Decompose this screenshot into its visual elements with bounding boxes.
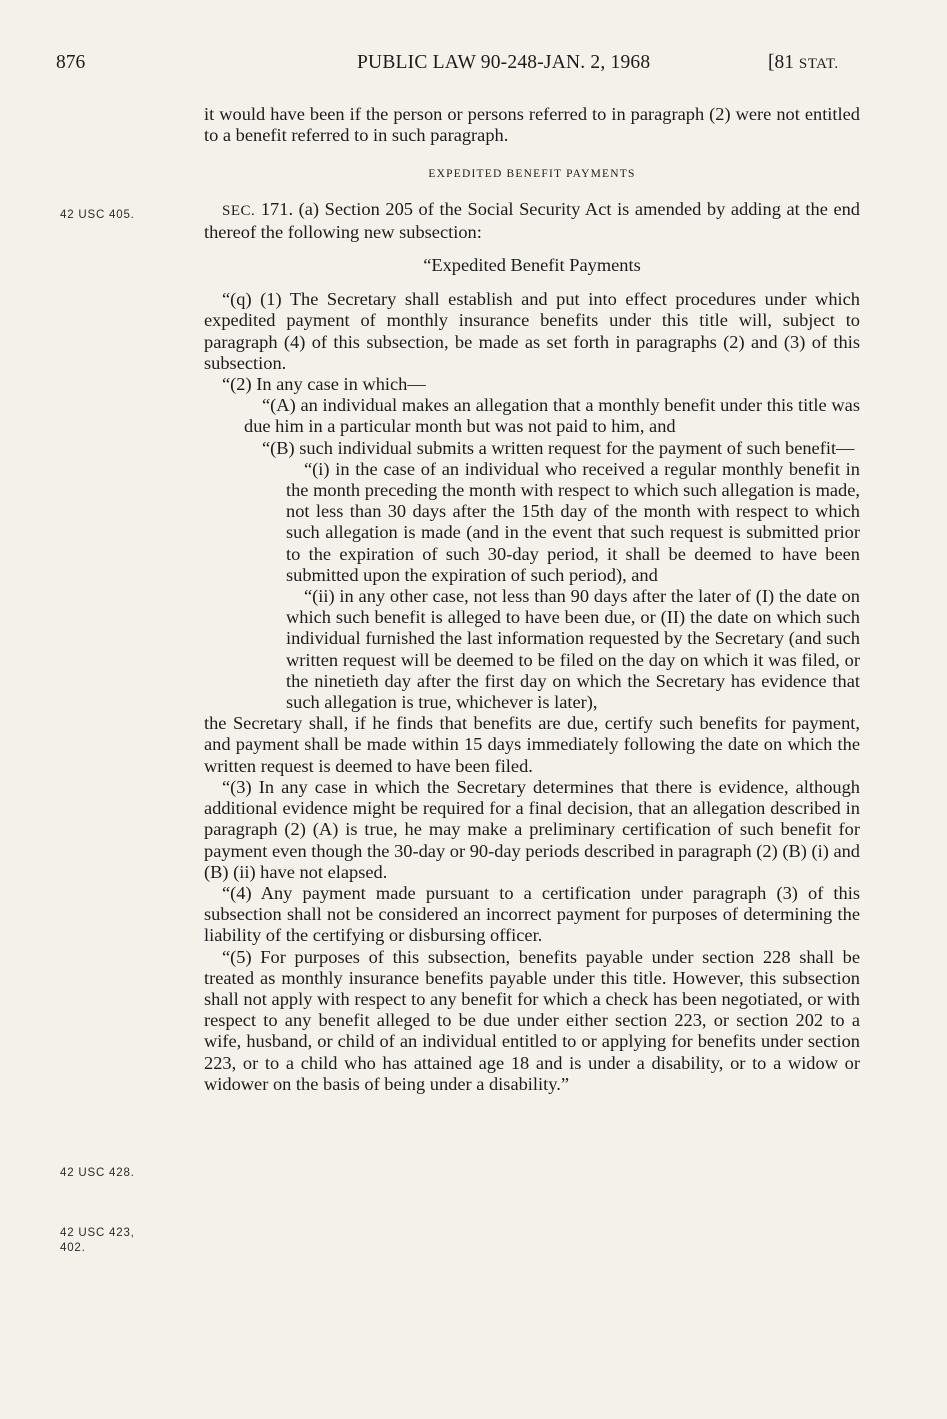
paragraph-q2-b-ii: “(ii) in any other case, not less than 90 days after the later of (I) the date on which such benefit is alleged to have been due, or (II) the date on which such individual furnished the last information requested by the Secretary (and such written request will be deemed to be filed on the day on which it was filed, or the ninetieth day after the first day on which the Secretary has evidence that such allegation is true, whichever is later), — [286, 586, 860, 713]
section-171-paragraph — [204, 199, 860, 243]
margin-note-42-usc-428: 42 USC 428. — [60, 1167, 135, 1179]
paragraph-q2-conclusion: the Secretary shall, if he finds that benefits are due, certify such benefits for payment, and payment shall be made within 15 days immediately following the date on which the written request is deemed to have been filed. — [204, 713, 860, 776]
statute-citation-label: STAT. — [798, 56, 839, 72]
paragraph-q5: “(5) For purposes of this subsection, benefits payable under section 228 shall be treated as monthly insurance benefits payable under this title. However, this subsection shall not apply with respect to any benefit for which a check has been negotiated, or with respect to any benefit alleged to be due under either section 223, or section 202 to a wife, husband, or child of an individual entitled to or applying for benefits under section 223, or to a child who has attained age 18 and is under a disability, or to a widow or widower on the basis of being under a disability.” — [204, 946, 860, 1094]
paragraph-q2: “(2) In any case in which— — [222, 374, 426, 395]
body-text — [204, 104, 860, 1095]
statute-citation — [768, 52, 839, 74]
paragraph-q4: “(4) Any payment made pursuant to a certification under paragraph (3) of this subsection shall not be considered an incorrect payment for purposes of determining the liability of the certifying or disbursing officer. — [204, 882, 860, 946]
section-heading: EXPEDITED BENEFIT PAYMENTS — [428, 168, 636, 181]
paragraph-q2-a: “(A) an individual makes an allegation that a monthly benefit under this title was due him in a particular month but was not paid to him, and — [244, 395, 860, 437]
margin-note-42-usc-423: 42 USC 423, — [60, 1227, 135, 1239]
sec-label: SEC. — [222, 202, 256, 219]
paragraph-q3: “(3) In any case in which the Secretary determines that there is evidence, although additional evidence might be required for a final decision, that an allegation described in paragraph (2) (A) is true, he may make a preliminary certification of such benefit for payment even though the 30-day or 90-day periods described in paragraph (2) (B) (i) and (B) (ii) have not elapsed. — [204, 776, 860, 882]
carryover-paragraph: it would have been if the person or persons referred to in paragraph (2) were not entitled to a benefit referred to in such paragraph. — [204, 104, 860, 146]
paragraph-q1: “(q) (1) The Secretary shall establish and put into effect procedures under which expedited payment of monthly insurance benefits under this title will, subject to paragraph (4) of this subsection, be made as set forth in paragraphs (2) and (3) of this subsection. — [204, 289, 860, 373]
paragraph-q2-b: “(B) such individual submits a written request for the payment of such benefit— — [262, 437, 855, 458]
page-number: 876 — [56, 52, 86, 73]
subsection-title: “Expedited Benefit Payments — [423, 255, 641, 276]
paragraph-q2-b-i: “(i) in the case of an individual who received a regular monthly benefit in the month preceding the month with respect to which such allegation is made, not less than 30 days after the 15th day of the month with respect to which such allegation is made (and in the event that such request is submitted prior to the expiration of such 30-day period, it shall be deemed to have been submitted upon the expiration of such period), and — [286, 458, 860, 585]
running-title: PUBLIC LAW 90-248-JAN. 2, 1968 — [357, 52, 651, 73]
margin-note-402: 402. — [60, 1242, 86, 1254]
margin-note-42-usc-405: 42 USC 405. — [60, 209, 135, 221]
statute-citation-open: [81 — [768, 52, 799, 73]
section-171-text: 171. (a) Section 205 of the Social Security Act is amended by adding at the end thereof the following new subsection: — [204, 198, 860, 242]
